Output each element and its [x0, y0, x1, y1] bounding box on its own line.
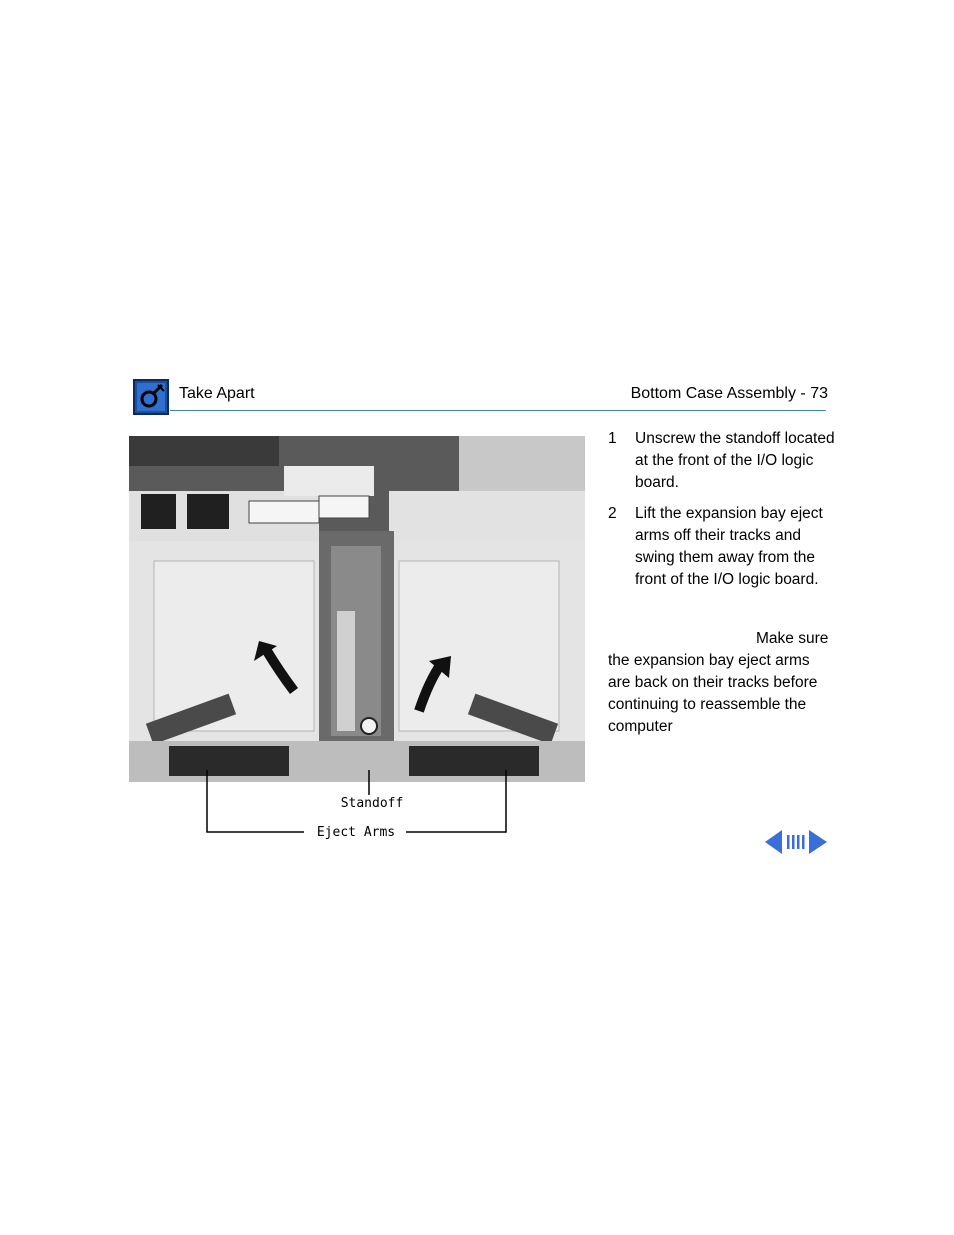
steps-list: [608, 428, 838, 600]
step-text: Unscrew the standoff located at the front of the I/O logic board.: [635, 430, 835, 491]
step-number: 1: [608, 430, 617, 447]
header-divider: [170, 410, 826, 411]
logic-board-photo: [129, 436, 585, 782]
step-item: [608, 428, 838, 494]
standoff-label: Standoff: [340, 796, 404, 811]
step-text: Lift the expansion bay eject arms off their tracks and swing them away from the front of the I/O logic board.: [635, 505, 823, 588]
step-item: [608, 503, 838, 591]
arrow-left-icon[interactable]: [765, 830, 782, 854]
step-number: 2: [608, 505, 617, 522]
section-title: Take Apart: [179, 385, 255, 402]
page-navigation: [765, 830, 827, 854]
figure-callouts: [129, 770, 585, 850]
screwdriver-icon: [133, 379, 169, 415]
replacement-note: [608, 628, 833, 738]
note-text: Make sure the expansion bay eject arms are back on their tracks before continuing to reassemble the computer: [608, 630, 829, 735]
eject-arms-label: Eject Arms: [316, 825, 396, 840]
index-bars-icon[interactable]: [787, 835, 805, 849]
arrow-right-icon[interactable]: [809, 830, 827, 854]
page-title: Bottom Case Assembly - 73: [630, 385, 828, 402]
